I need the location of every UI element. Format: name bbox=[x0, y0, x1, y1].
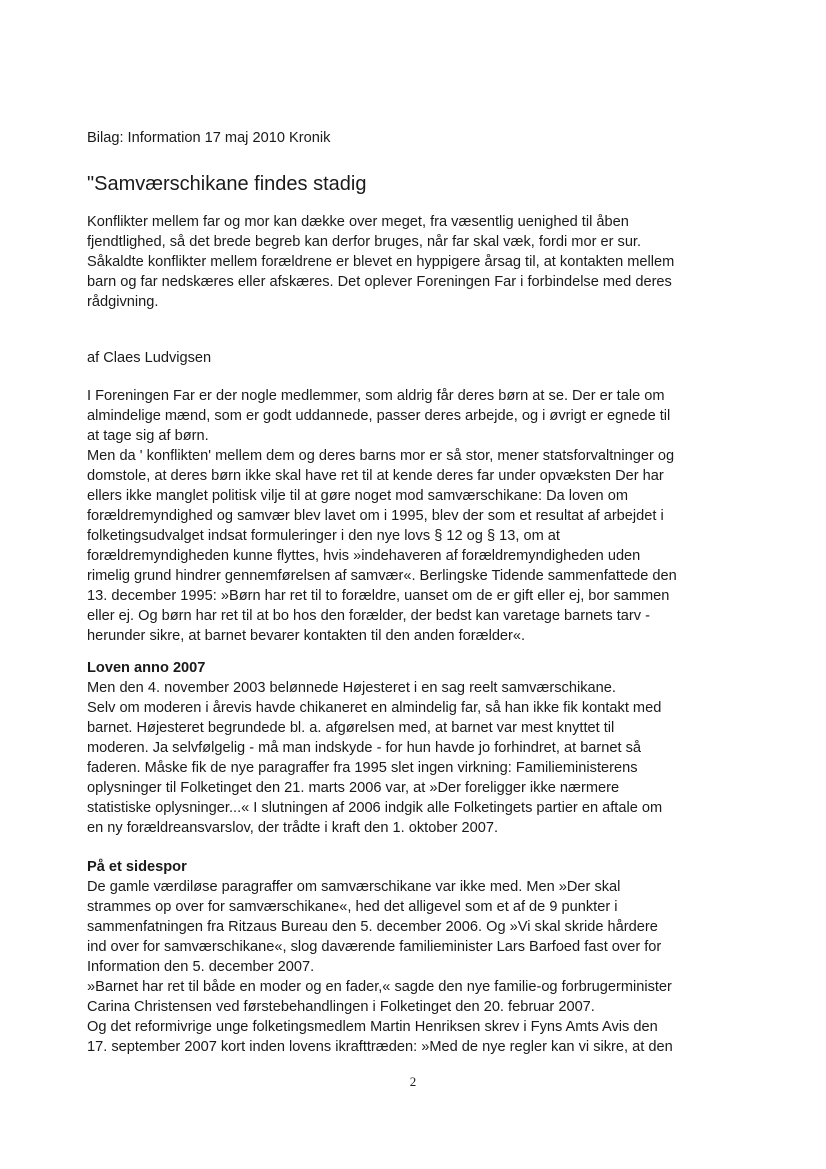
text-line: almindelige mænd, som er godt uddannede, passer deres arbejde, og i øvrigt er egnede til bbox=[87, 408, 671, 424]
text-line: strammes op over for samværschikane«, hed det alligevel som et af de 9 punkter i bbox=[87, 899, 618, 915]
body-paragraph-2 bbox=[87, 678, 747, 838]
text-line: oplysninger til Folketinget den 21. marts 2006 var, at »Der foreligger ikke nærmere bbox=[87, 780, 620, 796]
article-title: "Samværschikane findes stadig bbox=[87, 173, 367, 195]
text-line: Og det reformivrige unge folketingsmedlem Martin Henriksen skrev i Fyns Amts Avis den bbox=[87, 1019, 658, 1035]
text-line: en ny forældreansvarslov, der trådte i kraft den 1. oktober 2007. bbox=[87, 820, 499, 836]
text-line: »Barnet har ret til både en moder og en fader,« sagde den nye familie-og forbrugerminister bbox=[87, 979, 672, 995]
section-heading-paa-et-sidespor: På et sidespor bbox=[87, 859, 187, 875]
body-paragraph-1 bbox=[87, 386, 747, 646]
byline: af Claes Ludvigsen bbox=[87, 350, 212, 366]
text-line: barn og far nedskæres eller afskæres. Det oplever Foreningen Far i forbindelse med deres bbox=[87, 274, 672, 290]
text-line: statistiske oplysninger...« I slutningen af 2006 indgik alle Folketingets partier en aftale om bbox=[87, 800, 663, 816]
text-line: ind over for samværschikane«, slog daværende familieminister Lars Barfoed fast over for bbox=[87, 939, 662, 955]
text-line: Såkaldte konflikter mellem forældrene er blevet en hyppigere årsag til, at kontakten mellem bbox=[87, 254, 675, 270]
text-line: Men da ' konflikten' mellem dem og deres barns mor er så stor, mener statsforvaltninger og bbox=[87, 448, 675, 464]
text-line: forældremyndighed og samvær blev lavet om i 1995, blev der som et resultat af arbejdet i bbox=[87, 508, 664, 524]
text-line: ellers ikke manglet politisk vilje til at gøre noget mod samværschikane: Da loven om bbox=[87, 488, 629, 504]
page-number: 2 bbox=[409, 1074, 417, 1089]
text-line: Carina Christensen ved førstebehandlingen i Folketinget den 20. februar 2007. bbox=[87, 999, 595, 1015]
bilag-header: Bilag: Information 17 maj 2010 Kronik bbox=[87, 130, 331, 146]
text-line: herunder sikre, at barnet bevarer kontakten til den anden forælder«. bbox=[87, 628, 526, 644]
body-paragraph-3 bbox=[87, 877, 747, 1057]
text-line: moderen. Ja selvfølgelig - må man indskyde - for hun havde jo forhindret, at barnet så bbox=[87, 740, 642, 756]
text-line: fjendtlighed, så det brede begreb kan derfor bruges, når far skal væk, fordi mor er sur. bbox=[87, 234, 642, 250]
text-line: Men den 4. november 2003 belønnede Højesteret i en sag reelt samværschikane. bbox=[87, 680, 616, 696]
text-line: rimelig grund hindrer gennemførelsen af samvær«. Berlingske Tidende sammenfattede den bbox=[87, 568, 677, 584]
text-line: 17. september 2007 kort inden lovens ikrafttræden: »Med de nye regler kan vi sikre, at den bbox=[87, 1039, 673, 1055]
text-line: Konflikter mellem far og mor kan dække over meget, fra væsentlig uenighed til åben bbox=[87, 214, 629, 230]
text-line: Selv om moderen i årevis havde chikaneret en almindelig far, så han ikke fik kontakt med bbox=[87, 700, 662, 716]
text-line: barnet. Højesteret begrundede bl. a. afgørelsen med, at barnet var mest knyttet til bbox=[87, 720, 615, 736]
lead-paragraph bbox=[87, 212, 747, 312]
text-line: forældremyndigheden kunne flyttes, hvis »indehaveren af forældremyndigheden uden bbox=[87, 548, 641, 564]
text-line: folketingsudvalget indsat formuleringer i den nye lovs § 12 og § 13, om at bbox=[87, 528, 560, 544]
text-line: De gamle værdiløse paragraffer om samværschikane var ikke med. Men »Der skal bbox=[87, 879, 621, 895]
text-line: faderen. Måske fik de nye paragraffer fra 1995 slet ingen virkning: Familieministerens bbox=[87, 760, 638, 776]
text-line: at tage sig af børn. bbox=[87, 428, 209, 444]
text-line: I Foreningen Far er der nogle medlemmer, som aldrig får deres børn at se. Der er tale om bbox=[87, 388, 665, 404]
text-line: eller ej. Og børn har ret til at bo hos den forælder, der bedst kan varetage barnets tarv - bbox=[87, 608, 650, 624]
text-line: domstole, at deres børn ikke skal have ret til at kende deres far under opvæksten Der har bbox=[87, 468, 664, 484]
text-line: sammenfatningen fra Ritzaus Bureau den 5. december 2006. Og »Vi skal skride hårdere bbox=[87, 919, 658, 935]
section-heading-loven-anno-2007: Loven anno 2007 bbox=[87, 660, 206, 676]
text-line: 13. december 1995: »Børn har ret til to forældre, uanset om de er gift eller ej, bor sammen bbox=[87, 588, 670, 604]
text-line: rådgivning. bbox=[87, 294, 159, 310]
text-line: Information den 5. december 2007. bbox=[87, 959, 315, 975]
